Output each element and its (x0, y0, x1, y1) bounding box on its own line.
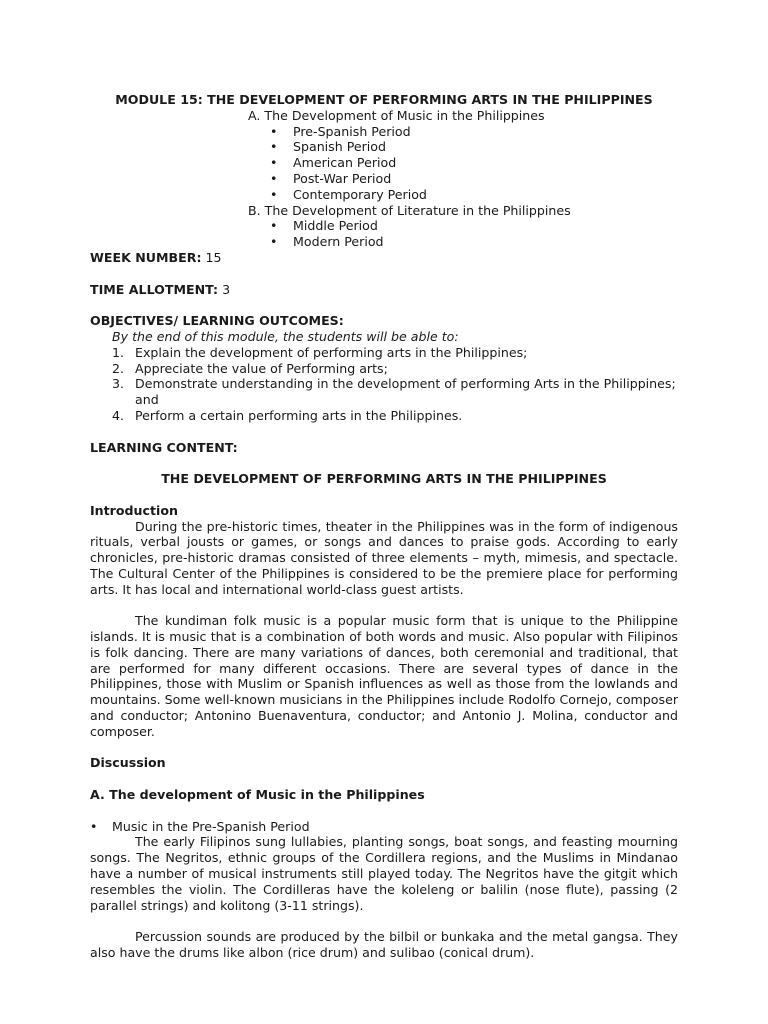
discussion-bullet-pre-spanish: • Music in the Pre-Spanish Period (90, 819, 678, 835)
module-title: MODULE 15: THE DEVELOPMENT OF PERFORMING ARTS IN THE PHILIPPINES (115, 92, 653, 107)
objectives-heading: OBJECTIVES/ LEARNING OUTCOMES: (90, 313, 344, 329)
objectives-list (90, 345, 678, 424)
learning-content-title: THE DEVELOPMENT OF PERFORMING ARTS IN THE PHILIPPINES (161, 471, 607, 487)
discussion-heading: Discussion (90, 755, 166, 771)
week-number-value: 15 (205, 249, 222, 265)
outline-heading-b: B. The Development of Literature in the Philippines (248, 202, 571, 218)
outline-item: • Post-War Period (270, 171, 678, 187)
objective-item: 2. Appreciate the value of Performing arts; (112, 360, 388, 376)
objective-item: 1. Explain the development of performing arts in the Philippines; (112, 344, 528, 360)
discussion-subheading-a: A. The development of Music in the Philippines (90, 787, 425, 803)
outline-item: • Pre-Spanish Period (270, 124, 678, 140)
outline-list-a (90, 124, 678, 203)
time-allotment (90, 282, 678, 298)
document-content (90, 92, 678, 961)
outline-list-b (90, 218, 678, 250)
outline-item: • Contemporary Period (270, 187, 678, 203)
week-number-label: WEEK NUMBER: (90, 249, 202, 265)
discussion-paragraph-1: The early Filipinos sung lullabies, planting songs, boat songs, and feasting mourning songs. The Negritos, ethnic groups of the Cordillera regions, and the Muslims in Mindanao have a number of musical instruments still played today. The Negritos have the gitgit which resembles the violin. The Cordilleras have the koleleng or balilin (nose flute), passing (2 parallel strings) and kolitong (3-11 strings). (90, 834, 678, 913)
objective-item: 4. Perform a certain performing arts in the Philippines. (112, 407, 463, 423)
time-allotment-label: TIME ALLOTMENT: (90, 281, 219, 297)
introduction-paragraph-2: The kundiman folk music is a popular music form that is unique to the Philippine islands. It is music that is a combination of both words and music. Also popular with Filipinos is folk dancing. There are many variations of dances, both ceremonial and traditional, that are performed for many different occasions. There are several types of dance in the Philippines, those with Muslim or Spanish influences as well as those from the lowlands and mountains. Some well-known musicians in the Philippines include Rodolfo Cornejo, composer and conductor; Antonino Buenaventura, conductor; and Antonio J. Molina, conductor and composer. (90, 613, 678, 739)
learning-content-heading: LEARNING CONTENT: (90, 439, 238, 455)
outline-item: • Modern Period (270, 234, 678, 250)
objective-item: 3. Demonstrate understanding in the development of performing Arts in the Philippines; and (112, 376, 676, 408)
outline-item: • Middle Period (270, 218, 678, 234)
time-allotment-value: 3 (222, 281, 231, 297)
introduction-paragraph-1: During the pre-historic times, theater in the Philippines was in the form of indigenous rituals, verbal jousts or games, or songs and dances to praise gods. According to early chronicles, pre-historic dramas consisted of three elements – myth, mimesis, and spectacle. The Cultural Center of the Philippines is considered to be the premiere place for performing arts. It has local and international world-class guest artists. (90, 518, 678, 597)
outline-item: • Spanish Period (270, 139, 678, 155)
outline-heading-a: A. The Development of Music in the Philippines (248, 107, 545, 123)
week-number (90, 250, 678, 266)
discussion-paragraph-2: Percussion sounds are produced by the bilbil or bunkaka and the metal gangsa. They also have the drums like albon (rice drum) and sulibao (conical drum). (90, 929, 678, 961)
objectives-intro: By the end of this module, the students will be able to: (112, 328, 459, 344)
outline-item: • American Period (270, 155, 678, 171)
introduction-heading: Introduction (90, 502, 178, 518)
